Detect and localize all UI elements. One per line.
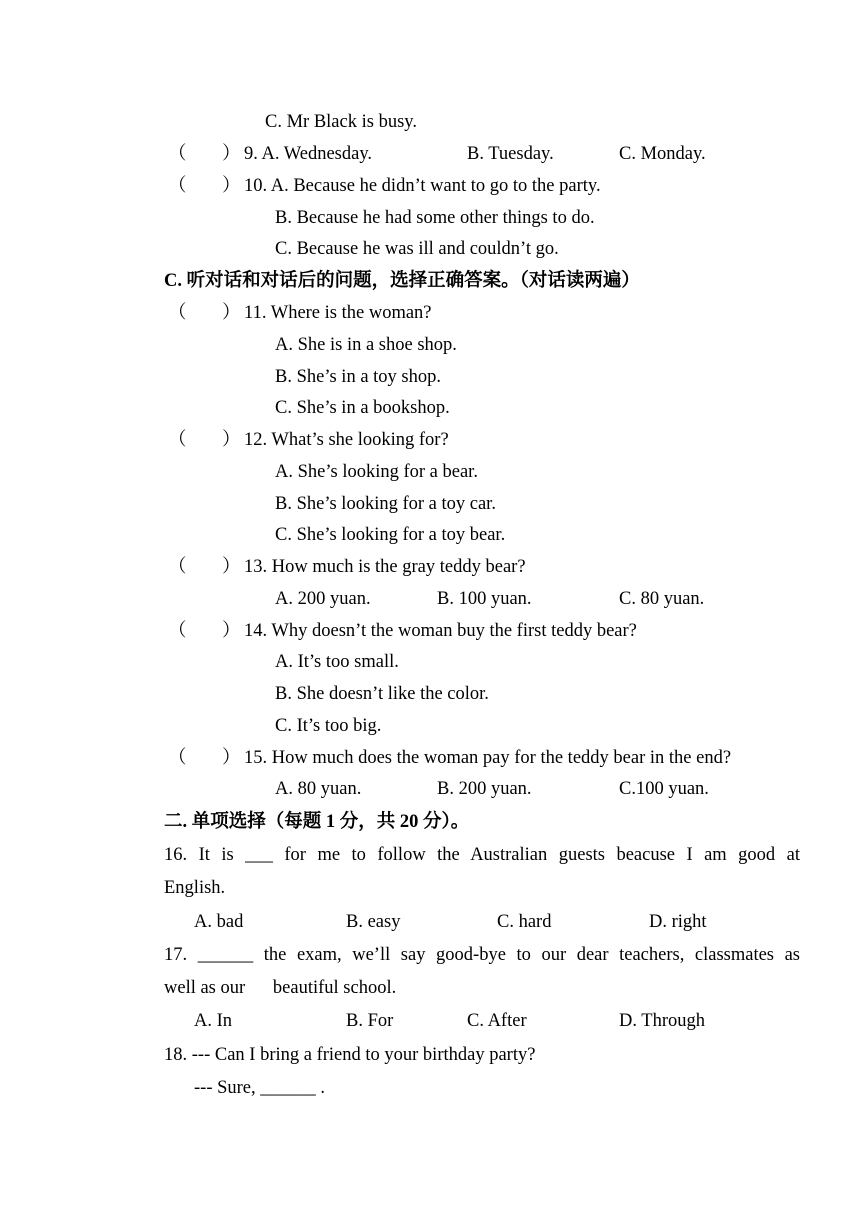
q12-stem: 12. What’s she looking for? [244,430,449,450]
q15-option-c: C.100 yuan. [619,779,709,799]
q12-option-c: C. She’s looking for a toy bear. [275,525,506,545]
q14-answer-paren-open: （ [168,621,187,641]
q15-answer-paren-close: ） [222,748,241,768]
q14-stem: 14. Why doesn’t the woman buy the first teddy bear? [244,621,637,641]
section-c-heading: C. 听对话和对话后的问题，选择正确答案。（对话读两遍） [164,271,640,291]
q10-answer-paren-close: ） [222,176,241,196]
q13-option-c: C. 80 yuan. [619,589,705,609]
q17-stem-line2: well as our beautiful school. [164,978,397,998]
q9-answer-paren-open: （ [168,144,187,164]
q11-option-a: A. She is in a shoe shop. [275,335,457,355]
q12-option-b: B. She’s looking for a toy car. [275,494,496,514]
q16-stem-line1: 16. It is ___ for me to follow the Australian guests beacuse I am good at [164,845,800,865]
q11-option-c: C. She’s in a bookshop. [275,398,450,418]
q12-option-a: A. She’s looking for a bear. [275,462,478,482]
q13-option-a: A. 200 yuan. [275,589,371,609]
q9-option-c: C. Monday. [619,144,706,164]
q10-option-b: B. Because he had some other things to do. [275,208,595,228]
q16-stem-line2: English. [164,878,226,898]
q17-option-b: B. For [346,1011,394,1031]
q13-stem: 13. How much is the gray teddy bear? [244,557,526,577]
q14-option-a: A. It’s too small. [275,652,399,672]
q10-stem-option-a: 10. A. Because he didn’t want to go to the party. [244,176,601,196]
section-2-heading: 二. 单项选择（每题 1 分，共 20 分）。 [164,812,470,832]
q11-answer-paren-open: （ [168,303,187,323]
q10-option-c: C. Because he was ill and couldn’t go. [275,239,559,259]
q17-option-c: C. After [467,1011,527,1031]
q17-option-d: D. Through [619,1011,705,1031]
q16-option-d: D. right [649,912,707,932]
q15-answer-paren-open: （ [168,748,187,768]
q14-option-c: C. It’s too big. [275,716,382,736]
q9-stem-option-a: 9. A. Wednesday. [244,144,372,164]
q9-answer-paren-close: ） [222,144,241,164]
q11-answer-paren-close: ） [222,303,241,323]
q8-option-c: C. Mr Black is busy. [265,112,417,132]
q13-answer-paren-open: （ [168,557,187,577]
q15-stem: 15. How much does the woman pay for the teddy bear in the end? [244,748,732,768]
q13-option-b: B. 100 yuan. [437,589,532,609]
q16-option-c: C. hard [497,912,552,932]
q15-option-a: A. 80 yuan. [275,779,362,799]
q16-option-a: A. bad [194,912,244,932]
q15-option-b: B. 200 yuan. [437,779,532,799]
q14-answer-paren-close: ） [222,621,241,641]
q18-stem-line1: 18. --- Can I bring a friend to your birthday party? [164,1045,536,1065]
q18-stem-line2: --- Sure, ______ . [194,1078,326,1098]
q14-option-b: B. She doesn’t like the color. [275,684,489,704]
q11-stem: 11. Where is the woman? [244,303,432,323]
q11-option-b: B. She’s in a toy shop. [275,367,441,387]
q17-stem-line1: 17. ______ the exam, we’ll say good-bye to our dear teachers, classmates as [164,945,800,965]
q16-option-b: B. easy [346,912,401,932]
q10-answer-paren-open: （ [168,176,187,196]
q9-option-b: B. Tuesday. [467,144,554,164]
q13-answer-paren-close: ） [222,557,241,577]
q12-answer-paren-open: （ [168,430,187,450]
q12-answer-paren-close: ） [222,430,241,450]
q17-option-a: A. In [194,1011,233,1031]
